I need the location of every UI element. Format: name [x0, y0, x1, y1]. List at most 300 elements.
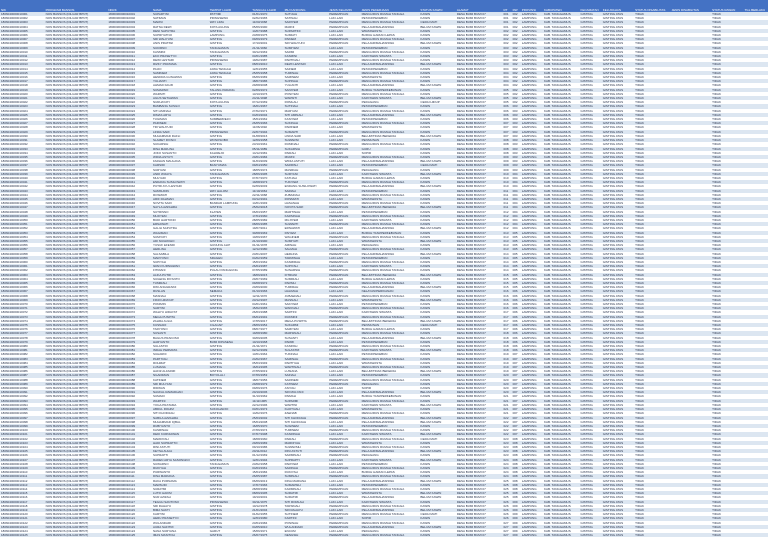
table-cell[interactable]: JAWA TENGAH: [209, 71, 252, 75]
table-cell[interactable]: GISTING: [579, 424, 601, 428]
table-cell[interactable]: PETANI/PEKEBUN: [361, 104, 420, 108]
table-cell[interactable]: GISTING: [209, 470, 252, 474]
table-cell[interactable]: TIDAK: [634, 37, 670, 41]
table-cell[interactable]: KAWIN: [419, 361, 455, 365]
table-cell[interactable]: TIDAK: [711, 54, 743, 58]
table-cell[interactable]: LAMPUNG: [521, 348, 543, 352]
table-cell[interactable]: 027: [502, 521, 511, 525]
table-cell[interactable]: GISTING ATAS: [602, 121, 634, 125]
table-cell[interactable]: DESA BUMI BUMI 07: [456, 142, 503, 146]
table-cell[interactable]: KAB. TANGGAMUS: [543, 327, 579, 331]
table-cell[interactable]: ROSMIATI: [284, 197, 329, 201]
table-cell[interactable]: LAKI-LAKI: [328, 16, 360, 20]
table-cell[interactable]: GISTING: [209, 92, 252, 96]
table-cell[interactable]: 23/10/1961: [251, 142, 283, 146]
table-cell[interactable]: GISTING: [579, 298, 601, 302]
table-cell[interactable]: KAWIN: [419, 214, 455, 218]
table-cell[interactable]: DESA BUMI BUMI 07: [456, 214, 503, 218]
table-cell[interactable]: NON BANSOS (DILUAR BPNT): [45, 416, 108, 420]
table-cell[interactable]: LAKI-LAKI: [328, 508, 360, 512]
table-cell[interactable]: GISTING: [579, 130, 601, 134]
table-cell[interactable]: PEREMPUAN: [328, 416, 360, 420]
table-cell[interactable]: LAMPUNG: [521, 382, 543, 386]
column-header[interactable]: NKRK: [107, 0, 152, 12]
table-cell[interactable]: SITI AMINAH: [152, 109, 209, 113]
table-cell[interactable]: 1806040000010067: [0, 289, 45, 293]
table-cell[interactable]: 003: [502, 50, 511, 54]
table-cell[interactable]: 19/07/2011: [251, 226, 283, 230]
table-cell[interactable]: LAMPUNG: [521, 319, 543, 323]
table-cell[interactable]: 1806040000010054: [0, 235, 45, 239]
table-cell[interactable]: TIDAK: [711, 327, 743, 331]
table-cell[interactable]: BANDAR LAMPUNG: [209, 201, 252, 205]
table-cell[interactable]: 1806030000010024: [107, 109, 152, 113]
table-cell[interactable]: SARMI: [284, 50, 329, 54]
table-cell[interactable]: GISTING ATAS: [602, 479, 634, 483]
table-cell[interactable]: 1806040000010094: [0, 403, 45, 407]
table-cell[interactable]: NAUFAL RAMADHAN: [152, 390, 209, 394]
table-cell[interactable]: ADI NUGROHO: [152, 239, 209, 243]
table-cell[interactable]: 29/08/2008: [251, 83, 283, 87]
table-cell[interactable]: 1806030000010042: [107, 184, 152, 188]
table-cell[interactable]: TIDAK: [711, 294, 743, 298]
table-cell[interactable]: GISTING: [579, 243, 601, 247]
table-cell[interactable]: GISTING: [579, 399, 601, 403]
table-cell[interactable]: MARSUDI: [152, 483, 209, 487]
table-cell[interactable]: DESA BUMI BUMI 07: [456, 474, 503, 478]
table-cell[interactable]: DESA BUMI BUMI 07: [456, 109, 503, 113]
table-cell[interactable]: GISTING: [209, 441, 252, 445]
table-cell[interactable]: NON BANSOS (DILUAR BPNT): [45, 138, 108, 142]
table-cell[interactable]: KAB. TANGGAMUS: [543, 521, 579, 525]
table-cell[interactable]: 30/12/1963: [251, 50, 283, 54]
table-cell[interactable]: 018: [502, 344, 511, 348]
table-cell[interactable]: 1806040000010020: [0, 92, 45, 96]
table-cell[interactable]: NOVITA SARI: [152, 201, 209, 205]
table-cell[interactable]: KATINEM: [284, 382, 329, 386]
table-cell[interactable]: MASNAH: [152, 294, 209, 298]
table-cell[interactable]: GISTING: [579, 416, 601, 420]
table-cell[interactable]: TIDAK: [634, 226, 670, 230]
table-cell[interactable]: LAMPUNG: [521, 201, 543, 205]
table-cell[interactable]: 1806030000010011: [107, 54, 152, 58]
table-cell[interactable]: 1806030000010095: [107, 407, 152, 411]
table-cell[interactable]: GISTING: [209, 121, 252, 125]
table-cell[interactable]: KAB. TANGGAMUS: [543, 302, 579, 306]
table-cell[interactable]: PELAJAR/MAHASISWA: [361, 62, 420, 66]
table-cell[interactable]: KAB. TANGGAMUS: [543, 533, 579, 537]
table-cell[interactable]: GISTING: [579, 525, 601, 529]
table-cell[interactable]: MARDIYAH: [152, 437, 209, 441]
table-cell[interactable]: 1806040000010116: [0, 495, 45, 499]
table-cell[interactable]: 006: [512, 327, 521, 331]
table-cell[interactable]: TIDAK: [711, 361, 743, 365]
table-cell[interactable]: BELUM KAWIN: [419, 319, 455, 323]
table-cell[interactable]: NON BANSOS (DILUAR BPNT): [45, 210, 108, 214]
table-cell[interactable]: LAMPUNG: [521, 491, 543, 495]
table-cell[interactable]: 25/02/2018: [251, 205, 283, 209]
table-cell[interactable]: RADEN ARYA SASONGKO: [152, 458, 209, 462]
table-cell[interactable]: TIDAK: [711, 252, 743, 256]
table-cell[interactable]: GISTING: [209, 390, 252, 394]
table-cell[interactable]: NON BANSOS (DILUAR BPNT): [45, 58, 108, 62]
table-cell[interactable]: 013: [502, 239, 511, 243]
table-cell[interactable]: 1806030000010012: [107, 58, 152, 62]
table-cell[interactable]: 004: [512, 184, 521, 188]
table-cell[interactable]: MARTINAH: [284, 210, 329, 214]
table-cell[interactable]: GISTING ATAS: [602, 256, 634, 260]
table-cell[interactable]: LAKI-LAKI: [328, 54, 360, 58]
table-cell[interactable]: GISTING: [209, 104, 252, 108]
table-cell[interactable]: TIDAK: [711, 466, 743, 470]
table-cell[interactable]: PAIMAH: [284, 394, 329, 398]
table-cell[interactable]: 007: [512, 424, 521, 428]
table-cell[interactable]: 006: [502, 117, 511, 121]
table-cell[interactable]: GISTING ATAS: [602, 470, 634, 474]
table-cell[interactable]: WIRASWASTA: [361, 298, 420, 302]
table-cell[interactable]: TIDAK: [634, 155, 670, 159]
table-cell[interactable]: GISTING: [209, 109, 252, 113]
table-cell[interactable]: 1806030000010085: [107, 365, 152, 369]
table-cell[interactable]: TIDAK: [634, 62, 670, 66]
table-cell[interactable]: SATIMAN: [152, 16, 209, 20]
table-cell[interactable]: 07/07/1970: [251, 176, 283, 180]
table-cell[interactable]: LAKI-LAKI: [328, 369, 360, 373]
table-cell[interactable]: NON BANSOS (DILUAR BPNT): [45, 327, 108, 331]
table-cell[interactable]: LAMPUNG: [521, 504, 543, 508]
table-cell[interactable]: NON BANSOS (DILUAR BPNT): [45, 264, 108, 268]
table-cell[interactable]: TRI WAHYUDI: [152, 125, 209, 129]
table-cell[interactable]: WIRASWASTA: [361, 441, 420, 445]
table-cell[interactable]: 03/01/1973: [251, 407, 283, 411]
table-cell[interactable]: GISTING: [579, 369, 601, 373]
table-cell[interactable]: KAWIN: [419, 79, 455, 83]
table-cell[interactable]: DESA BUMI BUMI 07: [456, 96, 503, 100]
table-cell[interactable]: GISTING ATAS: [602, 193, 634, 197]
table-cell[interactable]: PEREMPUAN: [328, 25, 360, 29]
table-cell[interactable]: SUMINAH: [284, 474, 329, 478]
table-cell[interactable]: 1806030000010036: [107, 159, 152, 163]
table-cell[interactable]: SURYANI: [152, 168, 209, 172]
table-cell[interactable]: 1806030000010082: [107, 352, 152, 356]
table-cell[interactable]: 1806030000010099: [107, 424, 152, 428]
table-cell[interactable]: GISTING: [579, 483, 601, 487]
table-cell[interactable]: TIDAK: [634, 67, 670, 71]
table-cell[interactable]: GISTING: [209, 369, 252, 373]
table-cell[interactable]: GISTING ATAS: [602, 420, 634, 424]
table-cell[interactable]: MEGA PUSPITA: [152, 315, 209, 319]
table-cell[interactable]: NON BANSOS (DILUAR BPNT): [45, 172, 108, 176]
table-cell[interactable]: TIDAK: [711, 205, 743, 209]
table-cell[interactable]: 24/11/1998: [251, 96, 283, 100]
table-cell[interactable]: 007: [512, 373, 521, 377]
table-cell[interactable]: KAB. TANGGAMUS: [543, 437, 579, 441]
table-cell[interactable]: TIDAK: [634, 516, 670, 520]
table-cell[interactable]: GISTING ATAS: [602, 352, 634, 356]
table-cell[interactable]: GISTING: [579, 67, 601, 71]
table-cell[interactable]: HERU PRASETYO: [152, 516, 209, 520]
table-cell[interactable]: PARTIYAH: [152, 357, 209, 361]
table-cell[interactable]: KARTINI: [152, 512, 209, 516]
table-cell[interactable]: 12/12/1980: [251, 247, 283, 251]
table-cell[interactable]: BUDI HARTONO: [152, 218, 209, 222]
table-cell[interactable]: TIDAK: [711, 390, 743, 394]
table-cell[interactable]: SARINEM: [284, 378, 329, 382]
table-cell[interactable]: LAMPUNG: [521, 512, 543, 516]
table-cell[interactable]: 1806040000010030: [0, 134, 45, 138]
table-cell[interactable]: TIDAK: [634, 298, 670, 302]
table-cell[interactable]: 12/03/1980: [251, 516, 283, 520]
table-cell[interactable]: SRI WAHYUNI: [152, 37, 209, 41]
table-cell[interactable]: DESA BUMI BUMI 07: [456, 428, 503, 432]
table-cell[interactable]: GISTING: [579, 403, 601, 407]
table-cell[interactable]: TIDAK: [711, 386, 743, 390]
table-cell[interactable]: 021: [502, 403, 511, 407]
table-cell[interactable]: 27/02/1971: [251, 109, 283, 113]
table-cell[interactable]: SUMARNO: [152, 88, 209, 92]
table-cell[interactable]: 005: [512, 243, 521, 247]
table-cell[interactable]: 005: [512, 260, 521, 264]
table-cell[interactable]: 024: [502, 474, 511, 478]
table-cell[interactable]: MURNI: [284, 155, 329, 159]
table-cell[interactable]: GISTING: [209, 197, 252, 201]
table-cell[interactable]: KAWIN: [419, 247, 455, 251]
table-cell[interactable]: NON BANSOS (DILUAR BPNT): [45, 100, 108, 104]
table-cell[interactable]: GISTING ATAS: [602, 260, 634, 264]
table-cell[interactable]: 1806040000010073: [0, 315, 45, 319]
table-cell[interactable]: MENGURUS RUMAH TANGGA: [361, 357, 420, 361]
table-cell[interactable]: GISTING: [579, 159, 601, 163]
table-cell[interactable]: SRI RAHAYU: [284, 508, 329, 512]
table-cell[interactable]: PELAJAR/MAHASISWA: [361, 113, 420, 117]
table-cell[interactable]: 1806030000010003: [107, 20, 152, 24]
table-cell[interactable]: LUSIANA: [152, 365, 209, 369]
table-cell[interactable]: TIDAK: [711, 365, 743, 369]
table-cell[interactable]: GISTING: [579, 33, 601, 37]
table-cell[interactable]: PELAJAR/MAHASISWA: [361, 449, 420, 453]
table-cell[interactable]: KAWIN: [419, 500, 455, 504]
table-cell[interactable]: DESA BUMI BUMI 07: [456, 147, 503, 151]
table-cell[interactable]: SUKARSIH: [152, 142, 209, 146]
table-cell[interactable]: KAB. TANGGAMUS: [543, 285, 579, 289]
table-cell[interactable]: GISTING: [209, 487, 252, 491]
table-cell[interactable]: 15/02/1965: [251, 306, 283, 310]
table-cell[interactable]: NON BANSOS (DILUAR BPNT): [45, 151, 108, 155]
table-cell[interactable]: TIDAK: [711, 142, 743, 146]
table-cell[interactable]: TIDAK: [711, 504, 743, 508]
table-cell[interactable]: GISTING: [579, 348, 601, 352]
table-cell[interactable]: GISTING: [579, 231, 601, 235]
table-cell[interactable]: 016: [502, 294, 511, 298]
table-cell[interactable]: GISTING: [209, 516, 252, 520]
table-cell[interactable]: 002: [512, 67, 521, 71]
table-cell[interactable]: 012: [502, 214, 511, 218]
table-cell[interactable]: 008: [512, 483, 521, 487]
table-cell[interactable]: GISTING: [579, 458, 601, 462]
table-cell[interactable]: 1806040000010079: [0, 340, 45, 344]
table-cell[interactable]: KAWIN: [419, 88, 455, 92]
table-cell[interactable]: NON BANSOS (DILUAR BPNT): [45, 352, 108, 356]
table-cell[interactable]: 009: [512, 508, 521, 512]
table-cell[interactable]: 002: [512, 12, 521, 16]
table-cell[interactable]: 1806040000010046: [0, 201, 45, 205]
table-cell[interactable]: DESA BUMI BUMI 07: [456, 20, 503, 24]
table-cell[interactable]: LAMPUNG: [521, 226, 543, 230]
table-cell[interactable]: GISTING: [579, 71, 601, 75]
table-cell[interactable]: FITRIANI: [284, 273, 329, 277]
table-cell[interactable]: SITI KHODIJAH: [284, 420, 329, 424]
table-cell[interactable]: PAIYEM: [284, 231, 329, 235]
table-cell[interactable]: 1806040000010052: [0, 226, 45, 230]
table-cell[interactable]: GISTING ATAS: [602, 239, 634, 243]
table-cell[interactable]: NON BANSOS (DILUAR BPNT): [45, 113, 108, 117]
table-cell[interactable]: 1806030000010068: [107, 294, 152, 298]
table-cell[interactable]: DESA BUMI BUMI 07: [456, 348, 503, 352]
table-cell[interactable]: GISTING: [579, 289, 601, 293]
table-cell[interactable]: 1806040000010089: [0, 382, 45, 386]
table-cell[interactable]: TIDAK: [634, 201, 670, 205]
table-cell[interactable]: KARYAWAN SWASTA: [361, 500, 420, 504]
table-cell[interactable]: KAB. TANGGAMUS: [543, 336, 579, 340]
table-cell[interactable]: TIDAK: [634, 193, 670, 197]
table-cell[interactable]: LAMPUNG: [521, 369, 543, 373]
table-cell[interactable]: GISTING: [579, 470, 601, 474]
table-cell[interactable]: 011: [502, 197, 511, 201]
table-cell[interactable]: WIRASWASTA: [361, 125, 420, 129]
table-cell[interactable]: KAWIN: [419, 411, 455, 415]
table-cell[interactable]: 1806040000010069: [0, 298, 45, 302]
table-cell[interactable]: 1806030000010081: [107, 348, 152, 352]
table-cell[interactable]: NON BANSOS (DILUAR BPNT): [45, 348, 108, 352]
table-cell[interactable]: NON BANSOS (DILUAR BPNT): [45, 16, 108, 20]
table-cell[interactable]: 10/09/1967: [251, 235, 283, 239]
table-cell[interactable]: BELUM KAWIN: [419, 159, 455, 163]
table-cell[interactable]: 1806040000010050: [0, 218, 45, 222]
table-cell[interactable]: LAMPUNG: [521, 525, 543, 529]
table-cell[interactable]: TIDAK: [634, 386, 670, 390]
table-cell[interactable]: 1806040000010085: [0, 365, 45, 369]
table-cell[interactable]: 009: [512, 533, 521, 537]
table-cell[interactable]: WAGIMAN: [152, 231, 209, 235]
table-cell[interactable]: TIDAK: [711, 92, 743, 96]
table-cell[interactable]: 005: [512, 264, 521, 268]
table-cell[interactable]: GISTING: [579, 500, 601, 504]
table-cell[interactable]: GISTING: [579, 432, 601, 436]
table-cell[interactable]: GISTING: [209, 113, 252, 117]
table-cell[interactable]: PEDAGANG: [361, 529, 420, 533]
table-cell[interactable]: 003: [512, 159, 521, 163]
table-cell[interactable]: NON BANSOS (DILUAR BPNT): [45, 470, 108, 474]
table-cell[interactable]: KAWIN: [419, 58, 455, 62]
table-cell[interactable]: 05/11/1989: [251, 147, 283, 151]
table-cell[interactable]: WIRASWASTA: [361, 239, 420, 243]
table-cell[interactable]: 007: [512, 407, 521, 411]
table-cell[interactable]: ALIKA PUTRI: [152, 273, 209, 277]
table-cell[interactable]: DESA BUMI BUMI 07: [456, 79, 503, 83]
table-cell[interactable]: PUTRI AYU LESTARI: [152, 184, 209, 188]
table-cell[interactable]: NON BANSOS (DILUAR BPNT): [45, 37, 108, 41]
table-cell[interactable]: LAMPUNG: [521, 260, 543, 264]
table-cell[interactable]: 04/01/1961: [251, 302, 283, 306]
table-cell[interactable]: 002: [512, 75, 521, 79]
table-cell[interactable]: 007: [512, 382, 521, 386]
table-cell[interactable]: PELAJAR/MAHASISWA: [361, 83, 420, 87]
table-cell[interactable]: PEREMPUAN: [328, 504, 360, 508]
table-cell[interactable]: GISTING: [209, 235, 252, 239]
table-cell[interactable]: LAMPUNG: [521, 29, 543, 33]
table-cell[interactable]: NON BANSOS (DILUAR BPNT): [45, 344, 108, 348]
table-cell[interactable]: PARTIYAH: [284, 361, 329, 365]
table-cell[interactable]: DESA BUMI BUMI 07: [456, 159, 503, 163]
table-cell[interactable]: DESA BUMI BUMI 07: [456, 378, 503, 382]
table-cell[interactable]: TALANG PADANG: [209, 88, 252, 92]
table-cell[interactable]: TIDAK: [711, 369, 743, 373]
table-cell[interactable]: 005: [512, 239, 521, 243]
table-cell[interactable]: LAKI-LAKI: [328, 113, 360, 117]
table-cell[interactable]: TIDAK: [711, 500, 743, 504]
table-cell[interactable]: PEREMPUAN: [328, 487, 360, 491]
table-cell[interactable]: TIDAK: [711, 529, 743, 533]
table-cell[interactable]: KAB. TANGGAMUS: [543, 432, 579, 436]
table-cell[interactable]: GISTING: [579, 214, 601, 218]
table-cell[interactable]: TIDAK: [634, 441, 670, 445]
table-cell[interactable]: KAWIN: [419, 331, 455, 335]
table-cell[interactable]: LAMPUNG: [521, 75, 543, 79]
table-cell[interactable]: KAB. TANGGAMUS: [543, 231, 579, 235]
table-cell[interactable]: SARIPAH: [284, 163, 329, 167]
table-cell[interactable]: KAB. TANGGAMUS: [543, 310, 579, 314]
table-cell[interactable]: 30/08/1963: [251, 231, 283, 235]
table-cell[interactable]: GISTING ATAS: [602, 508, 634, 512]
table-cell[interactable]: TIDAK: [634, 445, 670, 449]
table-cell[interactable]: TIDAK: [711, 155, 743, 159]
table-cell[interactable]: KAWIN: [419, 357, 455, 361]
table-cell[interactable]: 1806040000010062: [0, 268, 45, 272]
table-cell[interactable]: GISTING ATAS: [602, 525, 634, 529]
table-cell[interactable]: KAB. TANGGAMUS: [543, 109, 579, 113]
table-cell[interactable]: SUPARTINI: [284, 29, 329, 33]
table-cell[interactable]: 007: [512, 369, 521, 373]
table-cell[interactable]: KAB. TANGGAMUS: [543, 247, 579, 251]
table-cell[interactable]: LAMPUNG: [521, 344, 543, 348]
table-cell[interactable]: GISTING ATAS: [602, 340, 634, 344]
table-cell[interactable]: KAB. TANGGAMUS: [543, 79, 579, 83]
table-cell[interactable]: TIDAK: [711, 378, 743, 382]
table-cell[interactable]: 1806040000010066: [0, 285, 45, 289]
table-cell[interactable]: PEREMPUAN: [328, 268, 360, 272]
table-cell[interactable]: 1806040000010122: [0, 521, 45, 525]
table-cell[interactable]: GISTING: [209, 437, 252, 441]
table-cell[interactable]: KAB. TANGGAMUS: [543, 479, 579, 483]
table-cell[interactable]: 1806040000010059: [0, 256, 45, 260]
table-cell[interactable]: LAMPUNG: [521, 125, 543, 129]
table-cell[interactable]: KAB. TANGGAMUS: [543, 357, 579, 361]
table-cell[interactable]: KAB. TANGGAMUS: [543, 159, 579, 163]
table-cell[interactable]: KAWIN: [419, 180, 455, 184]
table-cell[interactable]: 19/08/1980: [251, 331, 283, 335]
table-cell[interactable]: PEREMPUAN: [328, 247, 360, 251]
table-cell[interactable]: DESA BUMI BUMI 07: [456, 37, 503, 41]
table-cell[interactable]: 09/10/1986: [251, 445, 283, 449]
table-cell[interactable]: LAMPUNG: [521, 428, 543, 432]
table-cell[interactable]: SATINAH: [284, 16, 329, 20]
table-cell[interactable]: KAB. TANGGAMUS: [543, 134, 579, 138]
table-cell[interactable]: 1806030000010057: [107, 247, 152, 251]
table-cell[interactable]: GISTING: [209, 184, 252, 188]
table-cell[interactable]: LAMPUNG: [521, 533, 543, 537]
table-cell[interactable]: 006: [512, 348, 521, 352]
table-cell[interactable]: 003: [512, 168, 521, 172]
